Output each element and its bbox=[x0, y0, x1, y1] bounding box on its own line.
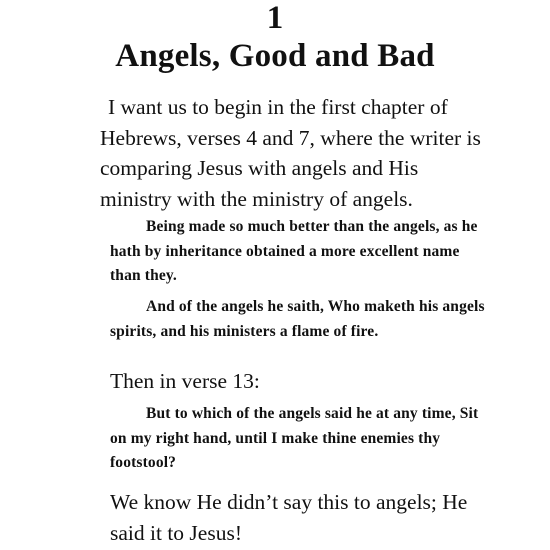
closing-paragraph: We know He didn’t say this to angels; He said it to Jesus! bbox=[110, 490, 468, 545]
scripture-quote-verse-13: But to which of the angels said he at any time, Sit on my right hand, until I make thine enemies thy footstool? bbox=[110, 405, 479, 471]
verse-13-intro: Then in verse 13: bbox=[110, 369, 260, 393]
intro-paragraph: I want us to begin in the first chapter of Hebrews, verses 4 and 7, where the writer is comparing Jesus with angels and His ministry with the ministry of angels. bbox=[100, 95, 481, 211]
chapter-title: Angels, Good and Bad bbox=[115, 38, 435, 74]
scripture-quote-verse-4: Being made so much better than the angels, as he hath by inheritance obtained a more excellent name than they. bbox=[110, 218, 478, 284]
chapter-number: 1 bbox=[266, 0, 284, 36]
scripture-quote-verse-7: And of the angels he saith, Who maketh his angels spirits, and his ministers a flame of fire. bbox=[110, 298, 485, 340]
